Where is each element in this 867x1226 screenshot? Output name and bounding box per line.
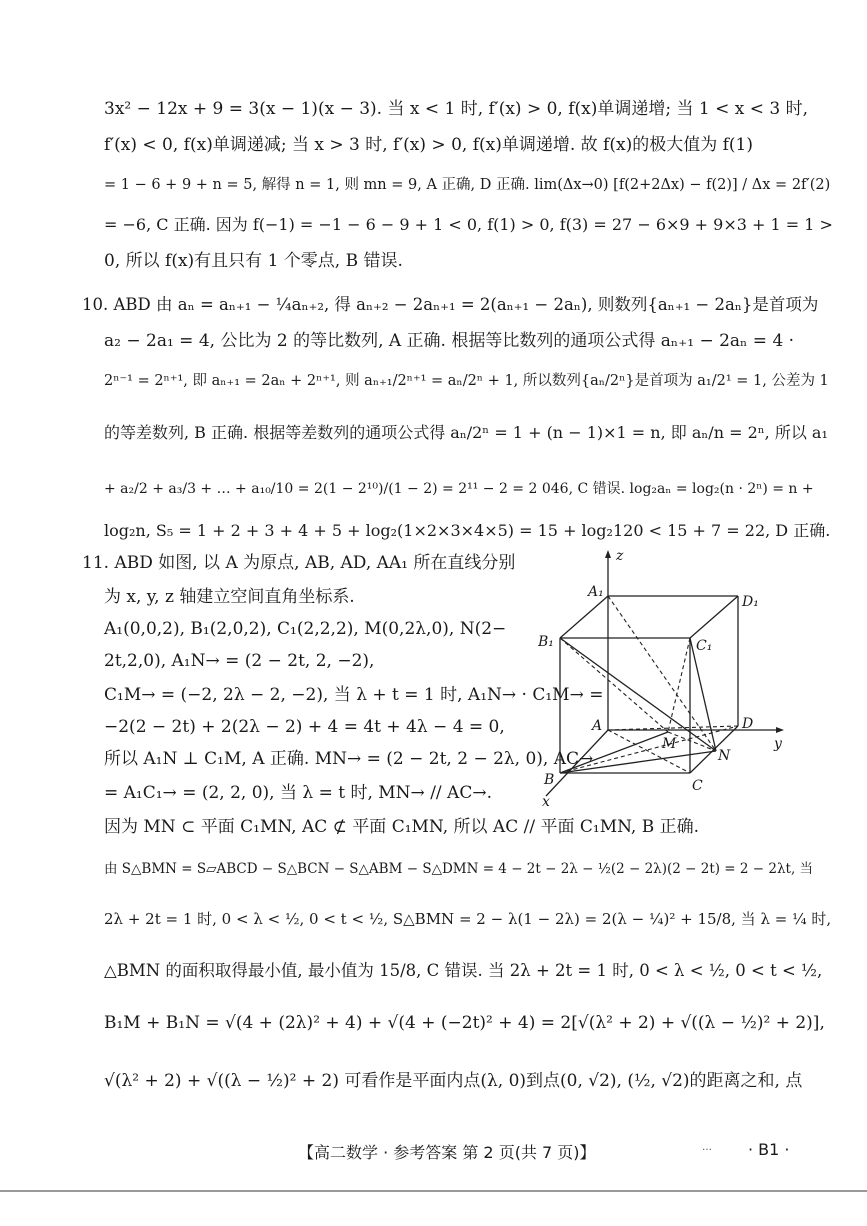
text-line: 11. ABD 如图, 以 A 为原点, AB, AD, AA₁ 所在直线分别 [82,553,516,573]
text-line: △BMN 的面积取得最小值, 最小值为 15/8, C 错误. 当 2λ + 2t = 1 时, 0 < λ < ½, 0 < t < ½, [104,961,823,980]
label-D1: D₁ [742,594,759,610]
label-N: N [718,748,731,764]
page-edge-divider [0,1190,867,1192]
text-line: 2ⁿ⁻¹ = 2ⁿ⁺¹, 即 aₙ₊₁ = 2aₙ + 2ⁿ⁺¹, 则 aₙ₊₁/2ⁿ⁺¹ = aₙ/2ⁿ + 1, 所以数列{aₙ/2ⁿ}是首项为 a₁/2¹ = 1, 公差为 1 [104,373,829,389]
text-line: 因为 MN ⊂ 平面 C₁MN, AC ⊄ 平面 C₁MN, 所以 AC // 平面 C₁MN, B 正确. [104,817,700,837]
label-B1: B₁ [538,634,554,650]
text-line: 0, 所以 f(x)有且只有 1 个零点, B 错误. [104,251,403,271]
text-line: f′(x) < 0, f(x)单调递减; 当 x > 3 时, f′(x) > 0, f(x)单调递增. 故 f(x)的极大值为 f(1) [104,135,753,155]
cube-coordinate-figure [538,548,788,810]
label-B: B [544,772,555,788]
label-A1: A₁ [588,584,604,600]
text-line: = −6, C 正确. 因为 f(−1) = −1 − 6 − 9 + 1 < 0, f(1) > 0, f(3) = 27 − 6×9 + 9×3 + 1 = 1 > [104,215,833,234]
text-line: = A₁C₁→ = (2, 2, 0), 当 λ = t 时, MN→ // AC→. [104,783,492,803]
text-line: a₂ − 2a₁ = 4, 公比为 2 的等比数列, A 正确. 根据等比数列的通项公式得 aₙ₊₁ − 2aₙ = 4 · [104,331,795,351]
footer-code: · B1 · [748,1140,790,1159]
text-line: 的等差数列, B 正确. 根据等差数列的通项公式得 aₙ/2ⁿ = 1 + (n − 1)×1 = n, 即 aₙ/n = 2ⁿ, 所以 a₁ [104,423,828,442]
text-line: √(λ² + 2) + √((λ − ½)² + 2) 可看作是平面内点(λ, 0)到点(0, √2), (½, √2)的距离之和, 点 [104,1071,803,1091]
footer-title: 【高二数学 · 参考答案 第 2 页(共 7 页)】 [298,1143,596,1162]
text-line: = 1 − 6 + 9 + n = 5, 解得 n = 1, 则 mn = 9, A 正确, D 正确. lim(Δx→0) [f(2+2Δx) − f(2)] / Δx = 2f′(2) [104,177,831,193]
label-z: z [616,548,624,564]
footer-dots: … [702,1142,712,1153]
label-y: y [774,736,782,752]
text-line: 所以 A₁N ⊥ C₁M, A 正确. MN→ = (2 − 2t, 2 − 2λ, 0), AC→ [104,749,594,769]
text-line: 2t,2,0), A₁N→ = (2 − 2t, 2, −2), [104,651,375,671]
text-line: A₁(0,0,2), B₁(2,0,2), C₁(2,2,2), M(0,2λ,0), N(2− [104,619,507,639]
text-line: C₁M→ = (−2, 2λ − 2, −2), 当 λ + t = 1 时, A₁N→ · C₁M→ = [104,685,604,705]
label-C: C [692,778,703,794]
label-x: x [542,794,550,810]
label-C1: C₁ [696,638,713,654]
text-line: + a₂/2 + a₃/3 + … + a₁₀/10 = 2(1 − 2¹⁰)/(1 − 2) = 2¹¹ − 2 = 2 046, C 错误. log₂aₙ = log₂(n · 2ⁿ) = n + [104,481,814,497]
x-axis [546,730,608,796]
label-D: D [742,716,754,732]
text-line: 2λ + 2t = 1 时, 0 < λ < ½, 0 < t < ½, S△BMN = 2 − λ(1 − 2λ) = 2(λ − ¼)² + 15/8, 当 λ = ¼ 时, [104,910,832,928]
label-M: M [662,736,677,752]
text-line: B₁M + B₁N = √(4 + (2λ)² + 4) + √(4 + (−2t)² + 4) = 2[√(λ² + 2) + √((λ − ½)² + 2)], [104,1013,825,1033]
text-line: 由 S△BMN = S▱ABCD − S△BCN − S△ABM − S△DMN = 4 − 2t − 2λ − ½(2 − 2λ)(2 − 2t) = 2 − 2λt, 当 [104,861,814,877]
text-line: −2(2 − 2t) + 2(2λ − 2) + 4 = 4t + 4λ − 4 = 0, [104,717,505,737]
text-line: 10. ABD 由 aₙ = aₙ₊₁ − ¼aₙ₊₂, 得 aₙ₊₂ − 2aₙ₊₁ = 2(aₙ₊₁ − 2aₙ), 则数列{aₙ₊₁ − 2aₙ}是首项为 [82,295,819,314]
text-line: 为 x, y, z 轴建立空间直角坐标系. [104,587,355,607]
text-line: 3x² − 12x + 9 = 3(x − 1)(x − 3). 当 x < 1 时, f′(x) > 0, f(x)单调递增; 当 1 < x < 3 时, [104,99,809,119]
label-A: A [592,718,603,734]
text-line: log₂n, S₅ = 1 + 2 + 3 + 4 + 5 + log₂(1×2×3×4×5) = 15 + log₂120 < 15 + 7 = 22, D 正确. [104,521,831,540]
